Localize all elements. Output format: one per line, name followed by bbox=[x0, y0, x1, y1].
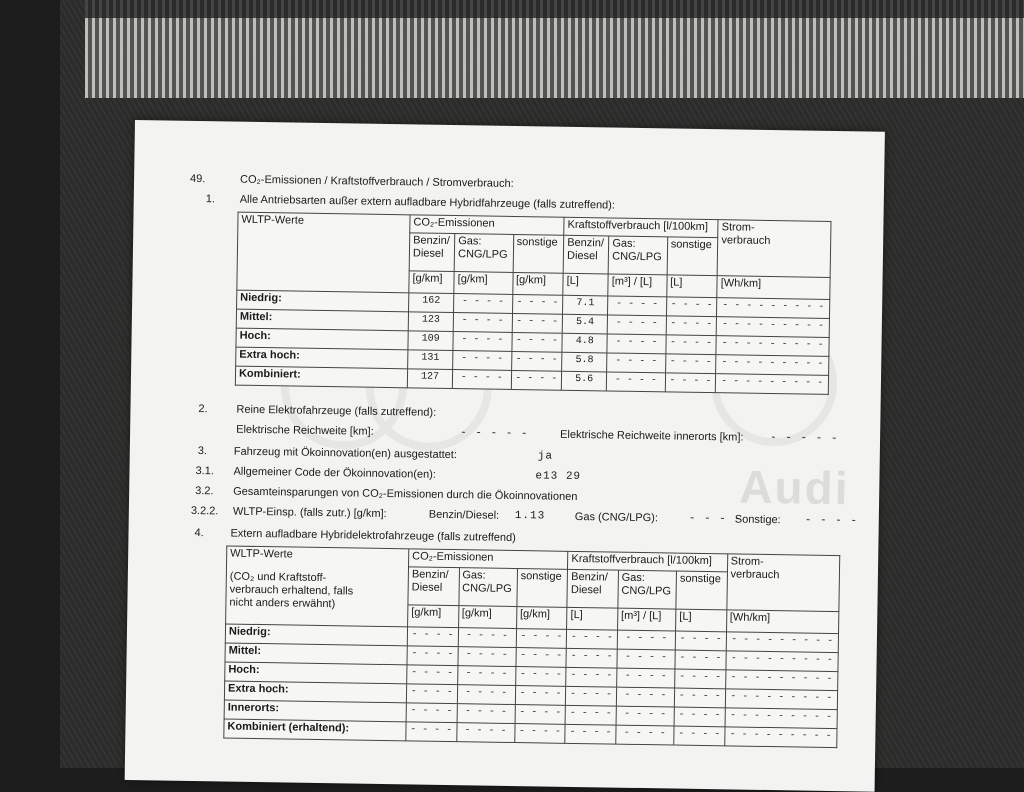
row-label: Mittel: bbox=[236, 309, 408, 331]
table-cell: - - - - bbox=[515, 667, 566, 687]
section-1-number: 1. bbox=[205, 193, 216, 206]
table-cell: - - - - bbox=[566, 686, 617, 706]
section-3-1-number: 3.1. bbox=[195, 464, 214, 478]
table-cell: - - - - bbox=[457, 666, 516, 686]
row-label: Niedrig: bbox=[237, 290, 409, 312]
table-cell: - - - - bbox=[674, 707, 725, 727]
table-cell: - - - - bbox=[407, 646, 458, 666]
table-cell: 5.6 bbox=[561, 371, 606, 391]
wltp-title: WLTP-Werte bbox=[230, 547, 293, 561]
unit-header: [g/km] bbox=[454, 272, 513, 295]
document-page bbox=[125, 120, 885, 792]
table-cell: 127 bbox=[407, 369, 452, 389]
unit-header: [Wh/km] bbox=[726, 610, 839, 634]
section-number: 49. bbox=[189, 172, 206, 186]
table-cell: - - - - bbox=[406, 703, 457, 723]
section-49 bbox=[190, 173, 205, 185]
range-label: Elektrische Reichweite [km]: bbox=[236, 423, 374, 438]
unit-header: [L] bbox=[676, 609, 727, 632]
table-cell: - - - - - - - - - bbox=[726, 632, 839, 653]
table-cell: - - - - bbox=[675, 669, 726, 689]
seat-stripe-top bbox=[85, 0, 1024, 18]
table-cell: - - - - bbox=[515, 724, 566, 744]
section-3-2-title: Gesamteinsparungen von CO₂-Emissionen durch die Ökoinnovationen bbox=[233, 485, 578, 503]
section-49-title: CO₂-Emissionen / Kraftstoffverbrauch / Stromverbrauch: bbox=[239, 173, 514, 190]
range-value: - - - - - bbox=[460, 427, 529, 441]
table-cell: 162 bbox=[409, 293, 454, 313]
unit-header: [g/km] bbox=[408, 605, 459, 628]
row-label: Niedrig: bbox=[225, 624, 407, 646]
section-4-number: 4. bbox=[194, 526, 204, 540]
table-cell: - - - - bbox=[516, 629, 567, 649]
section-2-title: Reine Elektrofahrzeuge (falls zutreffend): bbox=[236, 403, 437, 419]
table-cell: - - - - bbox=[511, 332, 562, 352]
unit-header: [m³] / [L] bbox=[608, 274, 667, 297]
power-header: Strom- verbrauch bbox=[726, 554, 839, 612]
gas-value: - - - - bbox=[688, 512, 743, 526]
table-cell: - - - - bbox=[666, 316, 717, 336]
sub-header: Benzin/ Diesel bbox=[563, 235, 609, 274]
table-cell: - - - - bbox=[457, 685, 516, 705]
fuel-header: Kraftstoffverbrauch [l/100km] bbox=[568, 551, 728, 571]
unit-header: [Wh/km] bbox=[717, 276, 830, 300]
sub-header: sonstige bbox=[517, 569, 568, 608]
wltp-note: (CO₂ und Kraftstoff- verbrauch erhaltend, falls nicht anders erwähnt) bbox=[229, 570, 354, 611]
table-cell: - - - - bbox=[454, 294, 513, 314]
table-cell: - - - - bbox=[452, 370, 511, 390]
row-label: Kombiniert (erhaltend): bbox=[224, 719, 406, 741]
table-cell: - - - - bbox=[675, 650, 726, 670]
unit-header: [L] bbox=[666, 275, 717, 298]
table-cell: - - - - bbox=[566, 648, 617, 668]
table-cell: - - - - bbox=[515, 686, 566, 706]
table-cell: - - - - - - - - - bbox=[716, 317, 829, 338]
eco-innovation-value: ja bbox=[537, 450, 554, 463]
row-label: Extra hoch: bbox=[236, 347, 408, 369]
table-cell: - - - - bbox=[674, 688, 725, 708]
table-cell: 131 bbox=[408, 350, 453, 370]
table-cell: - - - - bbox=[512, 313, 563, 333]
row-label: Extra hoch: bbox=[224, 681, 406, 703]
table-cell: - - - - bbox=[616, 725, 675, 745]
table-cell: - - - - bbox=[566, 667, 617, 687]
sub-header: Benzin/ Diesel bbox=[567, 569, 618, 608]
row-label: Hoch: bbox=[236, 328, 408, 350]
table-cell: - - - - bbox=[617, 649, 676, 669]
table-cell: 109 bbox=[408, 331, 453, 351]
table-cell: - - - - bbox=[406, 722, 457, 742]
range-city-value: - - - - - bbox=[769, 432, 839, 446]
table-cell: - - - - bbox=[666, 335, 717, 355]
power-header: Strom- verbrauch bbox=[717, 220, 831, 278]
row-label: Innerorts: bbox=[224, 700, 406, 722]
sub-header: Gas: CNG/LPG bbox=[608, 236, 667, 275]
table-cell: - - - - bbox=[453, 313, 512, 333]
section-3-number: 3. bbox=[197, 445, 208, 458]
table-cell: - - - - bbox=[511, 370, 562, 390]
table-cell: - - - - bbox=[675, 631, 726, 651]
table-cell: - - - - bbox=[665, 354, 716, 374]
table-cell: - - - - bbox=[616, 706, 675, 726]
table-cell: - - - - - - - - - bbox=[725, 689, 838, 710]
section-3-2-2-number: 3.2.2. bbox=[190, 504, 219, 518]
table-cell: - - - - bbox=[511, 351, 562, 371]
gas-label: Gas (CNG/LPG): bbox=[574, 510, 659, 525]
sonstige-label: Sonstige: bbox=[734, 513, 781, 527]
eco-code-value: e13 29 bbox=[535, 470, 582, 484]
table-cell: - - - - bbox=[453, 351, 512, 371]
table-cell: - - - - bbox=[616, 687, 675, 707]
section-3-2-2-title: WLTP-Einsp. (falls zutr.) [g/km]: bbox=[232, 505, 387, 521]
sub-header: Gas: CNG/LPG bbox=[618, 570, 677, 609]
wltp-header: WLTP-Werte bbox=[237, 212, 410, 293]
wltp-table-1 bbox=[235, 212, 832, 395]
table-cell: - - - - bbox=[607, 315, 666, 335]
table-cell: - - - - bbox=[608, 296, 667, 316]
section-4-title: Extern aufladbare Hybridelektrofahrzeuge (falls zutreffend) bbox=[230, 527, 516, 545]
table-cell: - - - - bbox=[565, 724, 616, 744]
wltp-header bbox=[226, 546, 409, 627]
section-3-title: Fahrzeug mit Ökoinnovation(en) ausgestattet: bbox=[233, 445, 458, 462]
row-label: Hoch: bbox=[225, 662, 407, 684]
table-cell: - - - - bbox=[457, 704, 516, 724]
table-cell: - - - - - - - - - bbox=[716, 374, 829, 395]
table-cell: - - - - bbox=[607, 353, 666, 373]
sub-header: sonstige bbox=[667, 237, 718, 276]
table-cell: - - - - bbox=[674, 726, 725, 746]
table-cell: - - - - - - - - - bbox=[725, 651, 838, 672]
sub-header: Benzin/ Diesel bbox=[409, 233, 455, 272]
table-cell: 4.8 bbox=[562, 333, 607, 353]
table-cell: - - - - bbox=[456, 723, 515, 743]
table-cell: - - - - bbox=[665, 373, 716, 393]
unit-header: [L] bbox=[563, 273, 608, 296]
table-cell: - - - - - - - - - bbox=[717, 298, 830, 319]
unit-header: [g/km] bbox=[512, 272, 563, 295]
table-cell: - - - - bbox=[457, 647, 516, 667]
table-cell: - - - - bbox=[512, 294, 563, 314]
sub-header: Gas: CNG/LPG bbox=[454, 234, 513, 273]
sonstige-value: - - - - bbox=[804, 514, 859, 528]
table-cell: - - - - bbox=[406, 684, 457, 704]
audi-logo-watermark: Audi bbox=[738, 460, 850, 515]
table-cell: - - - - bbox=[617, 630, 676, 650]
sub-header: sonstige bbox=[676, 571, 727, 610]
table-cell: - - - - - - - - - bbox=[725, 708, 838, 729]
table-cell: - - - - bbox=[407, 627, 458, 647]
section-2-number: 2. bbox=[198, 403, 208, 416]
table-cell: - - - - bbox=[616, 668, 675, 688]
section-3-1-title: Allgemeiner Code der Ökoinnovation(en): bbox=[233, 465, 436, 481]
table-cell: - - - - bbox=[607, 372, 666, 392]
co2-header: CO₂-Emissionen bbox=[409, 549, 569, 569]
section-1-title: Alle Antriebsarten außer extern aufladbare Hybridfahrzeuge (falls zutreffend): bbox=[239, 193, 616, 212]
table-cell: 123 bbox=[408, 312, 453, 332]
table-cell: - - - - bbox=[515, 705, 566, 725]
seat-stripe bbox=[85, 18, 1024, 98]
unit-header: [m³] / [L] bbox=[617, 608, 676, 631]
table-cell: - - - - bbox=[607, 334, 666, 354]
table-cell: - - - - bbox=[565, 705, 616, 725]
wltp-table-2 bbox=[223, 545, 840, 748]
table-cell: - - - - - - - - - bbox=[716, 355, 829, 376]
fuel-header: Kraftstoffverbrauch [l/100km] bbox=[564, 217, 718, 237]
table-cell: - - - - - - - - - bbox=[716, 336, 829, 357]
table-cell: - - - - bbox=[453, 332, 512, 352]
unit-header: [g/km] bbox=[516, 607, 567, 630]
benzin-label: Benzin/Diesel: bbox=[428, 508, 500, 522]
range-city-label: Elektrische Reichweite innerorts [km]: bbox=[560, 428, 744, 444]
unit-header: [g/km] bbox=[409, 271, 454, 294]
co2-header: CO₂-Emissionen bbox=[410, 215, 564, 235]
table-cell: - - - - bbox=[516, 648, 567, 668]
sub-header: Gas: CNG/LPG bbox=[458, 568, 517, 607]
row-label: Mittel: bbox=[225, 643, 407, 665]
table-cell: 5.4 bbox=[562, 314, 607, 334]
sub-header: sonstige bbox=[513, 234, 564, 273]
table-cell: 7.1 bbox=[563, 295, 608, 315]
table-cell: - - - - - - - - - bbox=[725, 670, 838, 691]
row-label: Kombiniert: bbox=[235, 366, 407, 388]
table-cell: - - - - bbox=[666, 297, 717, 317]
unit-header: [L] bbox=[567, 607, 618, 630]
table-cell: - - - - bbox=[567, 629, 618, 649]
benzin-value: 1.13 bbox=[514, 510, 546, 523]
table-cell: 5.8 bbox=[562, 352, 607, 372]
table-cell: - - - - - - - - - bbox=[724, 727, 837, 748]
unit-header: [g/km] bbox=[458, 606, 517, 629]
section-3-2-number: 3.2. bbox=[195, 484, 214, 498]
sub-header: Benzin/ Diesel bbox=[408, 567, 459, 606]
table-cell: - - - - bbox=[458, 628, 517, 648]
table-cell: - - - - bbox=[407, 665, 458, 685]
